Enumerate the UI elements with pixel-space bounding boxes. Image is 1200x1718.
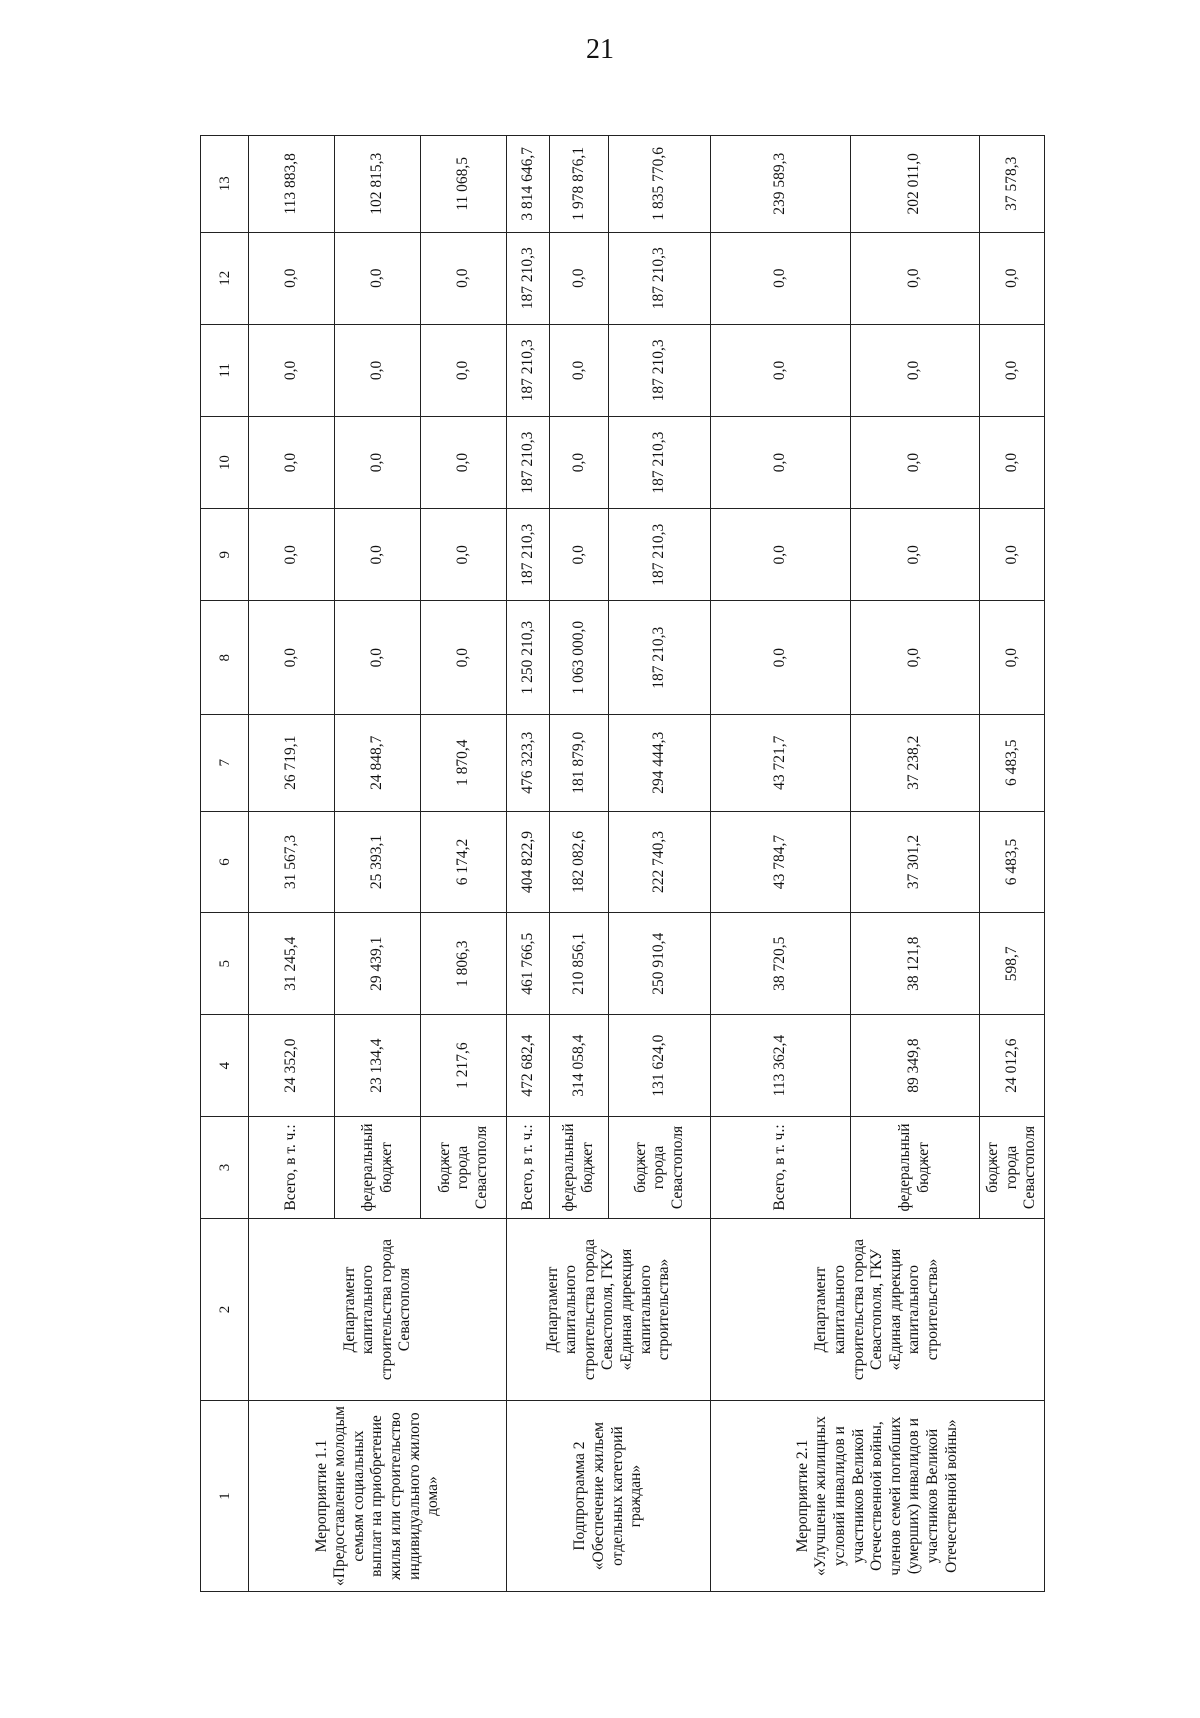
header-cell: 2 (201, 1218, 249, 1400)
value-cell: 476 323,3 (507, 715, 550, 811)
value-cell: 0,0 (979, 509, 1044, 601)
value-cell: 0,0 (421, 601, 507, 715)
value-cell: 38 720,5 (711, 913, 851, 1015)
value-cell: 222 740,3 (609, 811, 711, 913)
value-cell: 182 082,6 (550, 811, 609, 913)
table-row (249, 136, 335, 1592)
value-cell: 250 910,4 (609, 913, 711, 1015)
source-cell: федеральный бюджет (335, 1117, 421, 1219)
value-cell: 187 210,3 (609, 324, 711, 416)
value-cell: 0,0 (421, 509, 507, 601)
value-cell: 0,0 (711, 601, 851, 715)
source-cell: Всего, в т. ч.: (711, 1117, 851, 1219)
value-cell: 0,0 (335, 324, 421, 416)
header-cell: 3 (201, 1117, 249, 1219)
source-cell: федеральный бюджет (850, 1117, 979, 1219)
value-cell: 113 362,4 (711, 1015, 851, 1117)
value-cell: 24 352,0 (249, 1015, 335, 1117)
value-cell: 0,0 (421, 416, 507, 508)
value-cell: 0,0 (335, 601, 421, 715)
value-cell: 0,0 (550, 232, 609, 324)
value-cell: 202 011,0 (850, 136, 979, 233)
value-cell: 0,0 (249, 232, 335, 324)
value-cell: 239 589,3 (711, 136, 851, 233)
value-cell: 3 814 646,7 (507, 136, 550, 233)
value-cell: 598,7 (979, 913, 1044, 1015)
value-cell: 0,0 (550, 509, 609, 601)
value-cell: 0,0 (850, 232, 979, 324)
value-cell: 43 721,7 (711, 715, 851, 811)
header-cell: 11 (201, 324, 249, 416)
value-cell: 0,0 (550, 324, 609, 416)
value-cell: 31 567,3 (249, 811, 335, 913)
value-cell: 0,0 (335, 232, 421, 324)
source-cell: бюджет города Севастополя (979, 1117, 1044, 1219)
value-cell: 0,0 (979, 601, 1044, 715)
source-cell: бюджет города Севастополя (609, 1117, 711, 1219)
value-cell: 1 870,4 (421, 715, 507, 811)
header-cell: 10 (201, 416, 249, 508)
source-cell: Всего, в т. ч.: (507, 1117, 550, 1219)
value-cell: 294 444,3 (609, 715, 711, 811)
value-cell: 461 766,5 (507, 913, 550, 1015)
value-cell: 314 058,4 (550, 1015, 609, 1117)
value-cell: 37 238,2 (850, 715, 979, 811)
value-cell: 0,0 (979, 324, 1044, 416)
value-cell: 0,0 (711, 416, 851, 508)
value-cell: 6 174,2 (421, 811, 507, 913)
value-cell: 0,0 (249, 509, 335, 601)
value-cell: 0,0 (335, 416, 421, 508)
value-cell: 0,0 (249, 601, 335, 715)
value-cell: 1 250 210,3 (507, 601, 550, 715)
value-cell: 0,0 (711, 324, 851, 416)
event-name-cell: Мероприятие 2.1 «Улучшение жилищных условий инвалидов и участников Великой Отечественной войны, членов семей погибших (умерших) инвалидов и участников Великой Отечественной войны» (711, 1401, 1045, 1592)
value-cell: 187 210,3 (609, 232, 711, 324)
value-cell: 1 978 876,1 (550, 136, 609, 233)
executor-cell: Департамент капитального строительства города Севастополя, ГКУ «Единая дирекция капитального строительства» (507, 1218, 711, 1400)
header-cell: 12 (201, 232, 249, 324)
value-cell: 0,0 (711, 232, 851, 324)
page-number: 21 (586, 34, 614, 65)
header-cell: 6 (201, 811, 249, 913)
value-cell: 25 393,1 (335, 811, 421, 913)
value-cell: 43 784,7 (711, 811, 851, 913)
rotated-table-container (200, 135, 1045, 1592)
value-cell: 24 848,7 (335, 715, 421, 811)
header-cell: 5 (201, 913, 249, 1015)
value-cell: 187 210,3 (609, 509, 711, 601)
value-cell: 0,0 (850, 416, 979, 508)
value-cell: 113 883,8 (249, 136, 335, 233)
value-cell: 6 483,5 (979, 715, 1044, 811)
executor-cell: Департамент капитального строительства города Севастополя, ГКУ «Единая дирекция капитального строительства» (711, 1218, 1045, 1400)
value-cell: 29 439,1 (335, 913, 421, 1015)
table-row (711, 136, 851, 1592)
value-cell: 31 245,4 (249, 913, 335, 1015)
value-cell: 0,0 (850, 601, 979, 715)
value-cell: 0,0 (850, 509, 979, 601)
executor-cell: Департамент капитального строительства города Севастополя (249, 1218, 507, 1400)
value-cell: 472 682,4 (507, 1015, 550, 1117)
value-cell: 0,0 (249, 324, 335, 416)
header-cell: 9 (201, 509, 249, 601)
value-cell: 187 210,3 (507, 509, 550, 601)
value-cell: 89 349,8 (850, 1015, 979, 1117)
value-cell: 0,0 (979, 416, 1044, 508)
source-cell: Всего, в т. ч.: (249, 1117, 335, 1219)
source-cell: федеральный бюджет (550, 1117, 609, 1219)
value-cell: 0,0 (335, 509, 421, 601)
value-cell: 187 210,3 (507, 232, 550, 324)
source-cell: бюджет города Севастополя (421, 1117, 507, 1219)
header-cell: 1 (201, 1401, 249, 1592)
value-cell: 404 822,9 (507, 811, 550, 913)
value-cell: 0,0 (711, 509, 851, 601)
value-cell: 131 624,0 (609, 1015, 711, 1117)
table-frame (200, 135, 1045, 1592)
value-cell: 6 483,5 (979, 811, 1044, 913)
budget-table (200, 135, 1045, 1592)
value-cell: 1 063 000,0 (550, 601, 609, 715)
value-cell: 0,0 (421, 324, 507, 416)
event-name-cell: Подпрограмма 2 «Обеспечение жильем отдельных категорий граждан» (507, 1401, 711, 1592)
value-cell: 102 815,3 (335, 136, 421, 233)
value-cell: 0,0 (979, 232, 1044, 324)
event-name-cell: Мероприятие 1.1 «Предоставление молодым семьям социальных выплат на приобретение жилья или строительство индивидуального жилого дома» (249, 1401, 507, 1592)
value-cell: 187 210,3 (609, 416, 711, 508)
value-cell: 0,0 (850, 324, 979, 416)
header-row (201, 136, 249, 1592)
value-cell: 1 835 770,6 (609, 136, 711, 233)
value-cell: 0,0 (550, 416, 609, 508)
value-cell: 0,0 (249, 416, 335, 508)
value-cell: 1 806,3 (421, 913, 507, 1015)
value-cell: 181 879,0 (550, 715, 609, 811)
value-cell: 187 210,3 (507, 324, 550, 416)
value-cell: 37 301,2 (850, 811, 979, 913)
value-cell: 0,0 (421, 232, 507, 324)
header-cell: 8 (201, 601, 249, 715)
value-cell: 210 856,1 (550, 913, 609, 1015)
value-cell: 38 121,8 (850, 913, 979, 1015)
value-cell: 24 012,6 (979, 1015, 1044, 1117)
value-cell: 26 719,1 (249, 715, 335, 811)
header-cell: 4 (201, 1015, 249, 1117)
header-cell: 7 (201, 715, 249, 811)
header-cell: 13 (201, 136, 249, 233)
value-cell: 23 134,4 (335, 1015, 421, 1117)
value-cell: 11 068,5 (421, 136, 507, 233)
value-cell: 1 217,6 (421, 1015, 507, 1117)
value-cell: 187 210,3 (609, 601, 711, 715)
value-cell: 187 210,3 (507, 416, 550, 508)
value-cell: 37 578,3 (979, 136, 1044, 233)
table-row (507, 136, 550, 1592)
